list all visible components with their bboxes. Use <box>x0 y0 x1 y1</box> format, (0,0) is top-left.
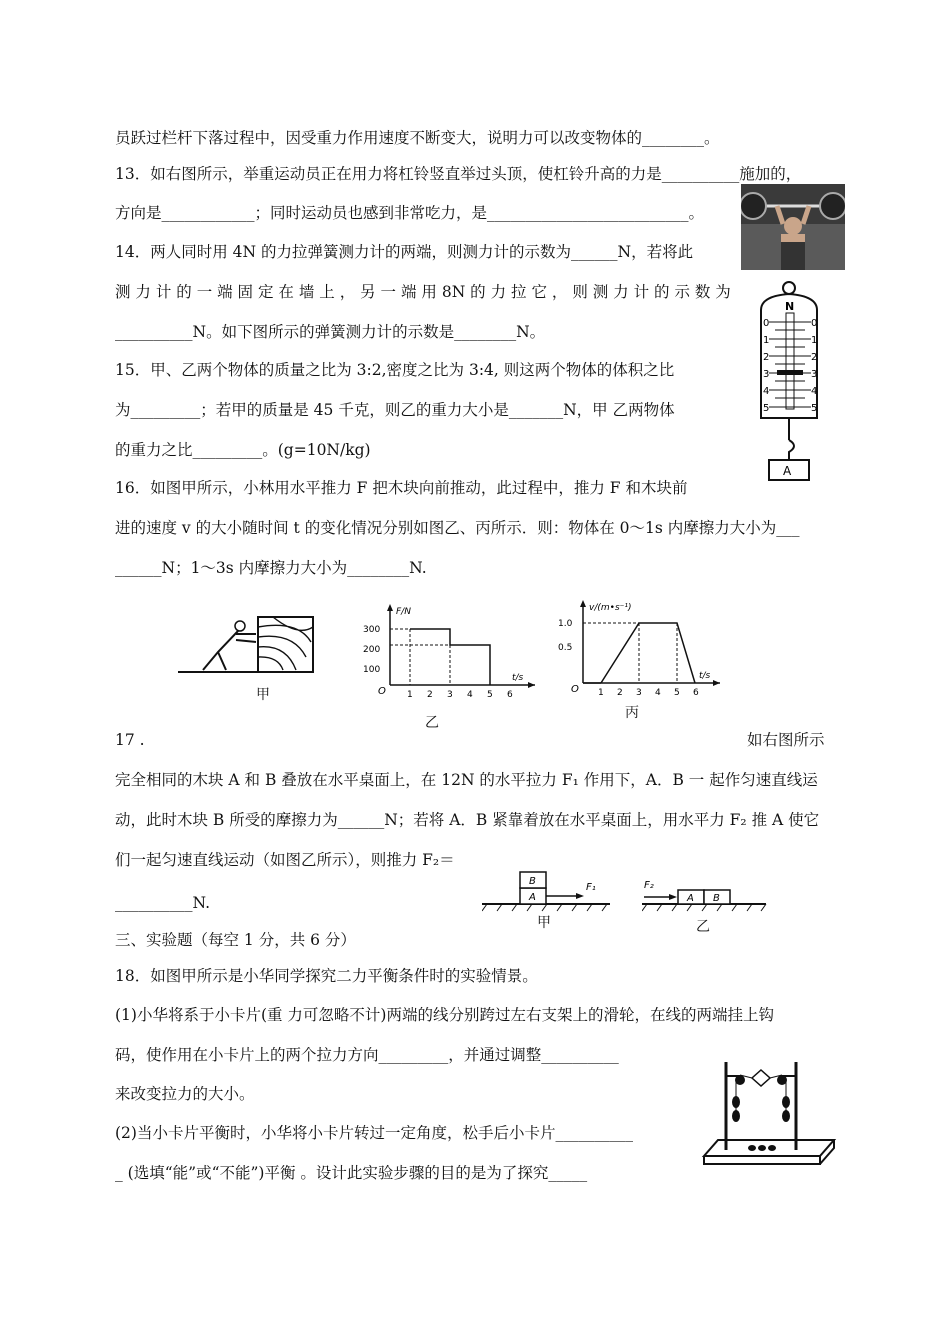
question-15: 15．甲、乙两个物体的质量之比为 3:2,密度之比为 3:4, 则这两个物体的体积之比 <box>115 361 675 379</box>
text-line: 如右图所示 <box>747 731 825 749</box>
two-force-balance-apparatus <box>700 1052 840 1181</box>
question-18: 18．如图甲所示是小华同学探究二力平衡条件时的实验情景。 <box>115 967 538 985</box>
text-line: __________N。如下图所示的弹簧测力计的示数是________N。 <box>115 323 546 341</box>
text-line: 码，使作用在小卡片上的两个拉力方向_________，并通过调整__________ <box>115 1046 619 1064</box>
block-b-label: B <box>529 876 536 887</box>
f-axis-label: F/N <box>396 607 411 617</box>
text-line: 来改变拉力的大小。 <box>115 1085 255 1103</box>
text-line: 们一起匀速直线运动（如图乙所示），则推力 F₂＝ <box>115 851 455 869</box>
svg-text:5: 5 <box>487 690 493 700</box>
text-line: 的重力之比_________。(g=10N/kg) <box>115 441 371 459</box>
f-tick: 100 <box>363 665 381 675</box>
block-b-label: B <box>713 893 720 904</box>
text-line: (1)小华将系于小卡片(重 力可忽略不计)两端的线分别跨过左右支架上的滑轮，在线的两端挂上钩 <box>115 1006 774 1024</box>
svg-text:0: 0 <box>811 318 818 329</box>
svg-text:0: 0 <box>763 318 770 329</box>
f-tick: 200 <box>363 645 381 655</box>
svg-text:4: 4 <box>763 386 770 397</box>
figure-push-block <box>178 612 318 706</box>
section-title: 三、实验题（每空 1 分，共 6 分） <box>115 931 356 949</box>
svg-text:1: 1 <box>407 690 413 700</box>
origin-label: O <box>571 684 579 695</box>
question-14: 14．两人同时用 4N 的力拉弹簧测力计的两端，则测力计的示数为______N，若将此 <box>115 243 694 261</box>
svg-text:5: 5 <box>811 403 818 414</box>
t-axis-label: t/s <box>512 673 524 683</box>
f1-label: F₁ <box>586 882 596 893</box>
v-axis-label: v/(m•s⁻¹) <box>589 603 632 613</box>
svg-text:3: 3 <box>636 688 642 698</box>
svg-text:2: 2 <box>427 690 433 700</box>
svg-text:6: 6 <box>507 690 513 700</box>
text-line: 为_________；若甲的质量是 45 千克，则乙的重力大小是_______N，甲 乙两物体 <box>115 401 675 419</box>
v-tick: 1.0 <box>558 619 573 629</box>
text-line: 员跃过栏杆下落过程中，因受重力作用速度不断变大，说明力可以改变物体的________。 <box>115 129 720 147</box>
question-16: 16．如图甲所示，小林用水平推力 F 把木块向前推动，此过程中，推力 F 和木块前 <box>115 479 688 497</box>
svg-text:4: 4 <box>655 688 661 698</box>
svg-text:2: 2 <box>763 352 770 363</box>
figure-side-blocks <box>642 872 768 918</box>
text-line: 进的速度 v 的大小随时间 t 的变化情况分别如图乙、丙所示．则：物体在 0～1s 内摩擦力大小为___ <box>115 519 800 537</box>
svg-text:6: 6 <box>693 688 699 698</box>
t-axis-label: t/s <box>699 671 711 681</box>
svg-text:4: 4 <box>811 386 818 397</box>
svg-text:2: 2 <box>811 352 818 363</box>
block-a-label: A <box>687 893 694 904</box>
v-tick: 0.5 <box>558 643 573 653</box>
chart-velocity-time <box>555 598 725 702</box>
svg-text:3: 3 <box>763 369 770 380</box>
text-line: (2)当小卡片平衡时，小华将小卡片转过一定角度，松手后小卡片__________ <box>115 1124 633 1142</box>
figure-stacked-blocks <box>482 864 612 918</box>
text-line: 测 力 计 的 一 端 固 定 在 墙 上 ， 另 一 端 用 8N 的 力 拉 它 ， 则 测 力 计 的 示 数 为 <box>115 283 731 301</box>
svg-text:1: 1 <box>763 335 770 346</box>
question-17: 17 . <box>115 731 145 749</box>
caption-jia: 甲 <box>256 687 270 703</box>
text-line: _ (选填“能”或“不能”)平衡 。设计此实验步骤的目的是为了探究_____ <box>115 1164 588 1182</box>
text-line: ______N；1～3s 内摩擦力大小为________N. <box>115 559 427 577</box>
svg-text:1: 1 <box>598 688 604 698</box>
svg-text:5: 5 <box>674 688 680 698</box>
text-line: 动，此时木块 B 所受的摩擦力为______N；若将 A．B 紧靠着放在水平桌面上，用水平力 F₂ 推 A 使它 <box>115 811 820 829</box>
scale-unit: N <box>785 300 795 313</box>
weight-label: A <box>783 464 792 478</box>
question-13: 13．如右图所示，举重运动员正在用力将杠铃竖直举过头顶，使杠铃升高的力是__________施加的， <box>115 165 802 183</box>
f-tick: 300 <box>363 625 381 635</box>
block-a-label: A <box>529 892 536 903</box>
svg-text:3: 3 <box>447 690 453 700</box>
svg-text:4: 4 <box>467 690 473 700</box>
spring-scale-figure <box>755 280 825 489</box>
svg-text:3: 3 <box>811 369 818 380</box>
text-line: 方向是____________；同时运动员也感到非常吃力，是__________________________。 <box>115 204 705 222</box>
caption-yi: 乙 <box>425 715 439 731</box>
weightlifter-photo <box>741 184 845 274</box>
caption-yi-17: 乙 <box>696 919 710 935</box>
f2-label: F₂ <box>644 880 654 891</box>
chart-force-time <box>360 600 540 704</box>
svg-text:2: 2 <box>617 688 623 698</box>
svg-text:1: 1 <box>811 335 818 346</box>
text-line: __________N. <box>115 894 210 912</box>
svg-text:5: 5 <box>763 403 770 414</box>
text-line: 完全相同的木块 A 和 B 叠放在水平桌面上，在 12N 的水平拉力 F₁ 作用下，A．B 一 起作匀速直线运 <box>115 771 818 789</box>
caption-jia-17: 甲 <box>537 915 551 931</box>
origin-label: O <box>378 686 386 697</box>
caption-bing: 丙 <box>625 705 639 721</box>
